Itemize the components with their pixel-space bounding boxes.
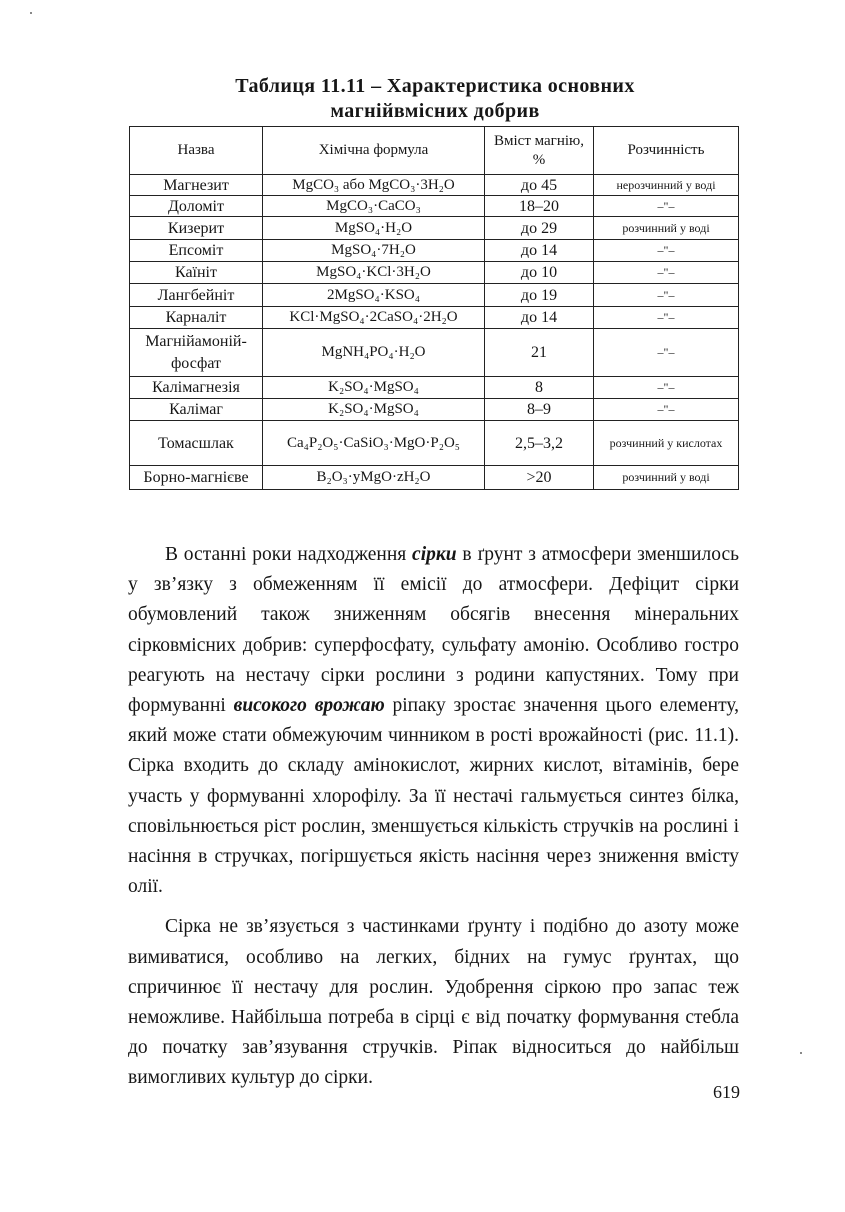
- cell-name: Томасшлак: [130, 421, 263, 466]
- cell-name: Карналіт: [130, 307, 263, 329]
- cell-solubility: –"–: [594, 329, 739, 377]
- cell-name: Лангбейніт: [130, 284, 263, 307]
- cell-name: Калімагнезія: [130, 377, 263, 399]
- table-header-row: [130, 127, 739, 175]
- header-name: Назва: [130, 127, 263, 175]
- table-row: [130, 240, 739, 262]
- cell-content: >20: [485, 466, 594, 490]
- cell-solubility: розчинний у воді: [594, 466, 739, 490]
- cell-formula: MgCO₃ або MgCO₃·3H₂O: [263, 175, 485, 196]
- cell-name: Каїніт: [130, 262, 263, 284]
- cell-solubility: –"–: [594, 196, 739, 217]
- cell-formula: MgCO₃·CaCO₃: [263, 196, 485, 217]
- cell-name: Кизерит: [130, 217, 263, 240]
- table-row: [130, 284, 739, 307]
- cell-name: Магнезит: [130, 175, 263, 196]
- table-caption: [130, 74, 740, 124]
- table-row: [130, 307, 739, 329]
- cell-content: 18–20: [485, 196, 594, 217]
- cell-content: до 14: [485, 240, 594, 262]
- cell-content: до 45: [485, 175, 594, 196]
- cell-solubility: –"–: [594, 262, 739, 284]
- cell-name: Калімаг: [130, 399, 263, 421]
- table-row: [130, 196, 739, 217]
- page-number: 619: [713, 1082, 740, 1102]
- cell-solubility: –"–: [594, 284, 739, 307]
- cell-formula: 2MgSO₄·KSO₄: [263, 284, 485, 307]
- cell-formula: MgSO₄·7H₂O: [263, 240, 485, 262]
- paragraph-1-text-c: ріпаку зростає значення цього елементу, який може стати обмежуючим чинником в рості врожайності (рис. 11.1). Сірка входить до складу амінокислот, жирних кислот, вітамінів, бере участь у формуванні хлорофілу. За її нестачі гальмується синтез білка, сповільнюється ріст рослин, зменшується кількість стручків на рослині і насіння в стручках, погіршується якість насіння через зниження вмісту олії.: [128, 695, 740, 898]
- cell-solubility: розчинний у воді: [594, 217, 739, 240]
- cell-content: 8: [485, 377, 594, 399]
- header-formula: Хімічна формула: [263, 127, 485, 175]
- table-row: [130, 399, 739, 421]
- cell-formula: MgSO₄·KCl·3H₂O: [263, 262, 485, 284]
- cell-solubility: –"–: [594, 240, 739, 262]
- table-row: [130, 217, 739, 240]
- paragraph-1-text-b: в ґрунт з атмосфери зменшилось у зв’язку з обмеженням її емісії до атмосфери. Дефіцит сірки обумовлений також зниженням обсягів внесення мінеральних сірковмісних добрив: суперфосфату, сульфату амонію. Особливо гостро реагують на нестачу сірки рослини з родини капустяних. Тому при формуванні: [128, 544, 739, 717]
- cell-name: Доломіт: [130, 196, 263, 217]
- cell-formula: B₂O₃·yMgO·zH₂O: [263, 466, 485, 490]
- cell-content: до 10: [485, 262, 594, 284]
- cell-solubility: –"–: [594, 307, 739, 329]
- emphasis-high-yield: високого врожаю: [233, 695, 385, 717]
- cell-formula: K₂SO₄·MgSO₄: [263, 377, 485, 399]
- cell-solubility: –"–: [594, 399, 739, 421]
- cell-formula: MgNH₄PO₄·H₂O: [263, 329, 485, 377]
- cell-formula: MgSO₄·H₂O: [263, 217, 485, 240]
- cell-formula: KCl·MgSO₄·2CaSO₄·2H₂O: [263, 307, 485, 329]
- table-row: [130, 466, 739, 490]
- cell-content: 2,5–3,2: [485, 421, 594, 466]
- emphasis-sulfur: сірки: [412, 544, 457, 565]
- cell-content: 21: [485, 329, 594, 377]
- header-solubility: Розчинність: [594, 127, 739, 175]
- table-row: [130, 175, 739, 196]
- cell-formula: K₂SO₄·MgSO₄: [263, 399, 485, 421]
- paragraph-1-text-a: В останні роки надходження: [165, 544, 413, 565]
- table-row: [130, 421, 739, 466]
- paragraph-2: Сірка не зв’язується з частинками ґрунту і подібно до азоту може вимиватися, особливо на легких, бідних на гумус ґрунтах, що спричинює її нестачу для рослин. Удобрення сіркою про запас теж неможливе. Найбільша потреба в сірці є від початку формування стебла до початку зав’язування стручків. Ріпак відноситься до найбільш вимогливих культур до сірки.: [128, 916, 739, 1089]
- table-row: [130, 329, 739, 377]
- body-text: [128, 540, 739, 1104]
- cell-name: Борно-магнієве: [130, 466, 263, 490]
- fertilizer-table: [129, 126, 739, 490]
- table-row: [130, 377, 739, 399]
- cell-content: до 29: [485, 217, 594, 240]
- cell-content: до 19: [485, 284, 594, 307]
- paragraph-1: [128, 540, 739, 902]
- cell-content: до 14: [485, 307, 594, 329]
- caption-line-2: магнійвмісних добрив: [330, 100, 540, 122]
- cell-solubility: нерозчинний у воді: [594, 175, 739, 196]
- scan-speck: [800, 1052, 802, 1054]
- cell-name: Епсоміт: [130, 240, 263, 262]
- cell-solubility: розчинний у кислотах: [594, 421, 739, 466]
- cell-formula: Ca₄P₂O₅·CaSiO₃·MgO·P₂O₅: [263, 421, 485, 466]
- header-content: Вміст магнію, %: [485, 127, 594, 175]
- cell-content: 8–9: [485, 399, 594, 421]
- table-row: [130, 262, 739, 284]
- scan-speck: [30, 12, 32, 14]
- caption-line-1: Таблиця 11.11 – Характеристика основних: [235, 75, 635, 97]
- cell-solubility: –"–: [594, 377, 739, 399]
- cell-name: Магнійамоній-фосфат: [130, 329, 263, 377]
